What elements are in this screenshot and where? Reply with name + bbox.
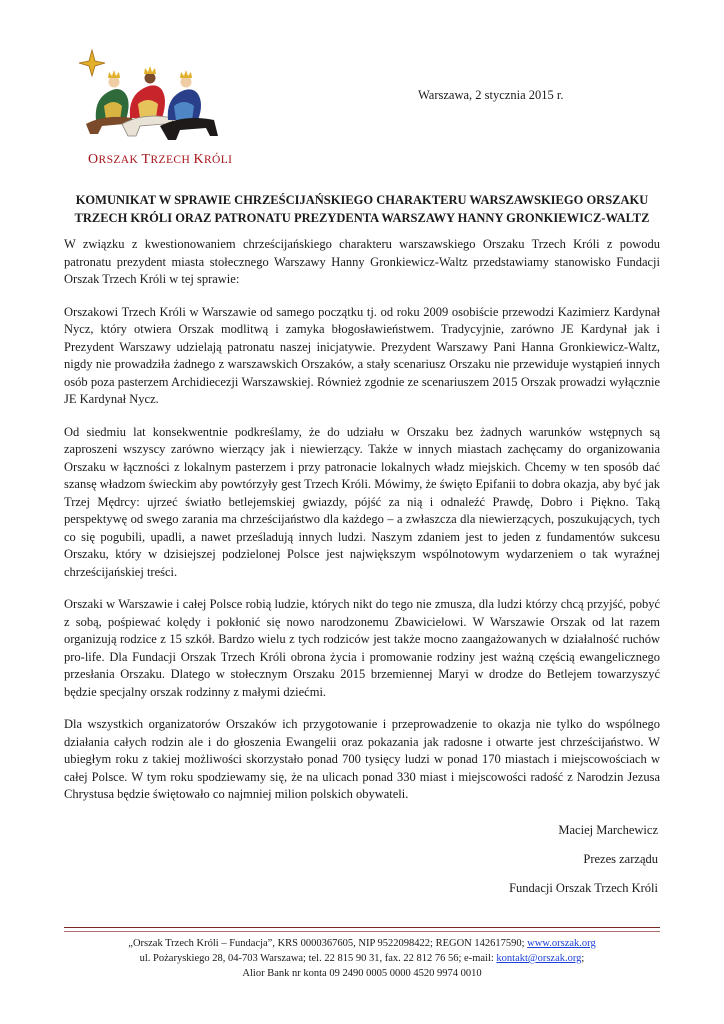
body-paragraph: W związku z kwestionowaniem chrześcijańskiego charakteru warszawskiego Orszaku Trzech Króli z powodu patronatu prezydent miasta stołecznego Warszawy Hanny Gronkiewicz-Waltz przedstawiamy stanowisko Fundacji Orszak Trzech Króli w tej sprawie:: [64, 237, 660, 286]
footer-divider: [64, 927, 660, 928]
footer-line-address: ul. Pożaryskiego 28, 04-703 Warszawa; tel. 22 815 90 31, fax. 22 812 76 56; e-mail: kontakt@orszak.org;: [139, 953, 585, 964]
signature-name: Maciej Marchewicz: [558, 823, 658, 837]
body-paragraph: Orszaki w Warszawie i całej Polsce robią ludzie, których nikt do tego nie zmusza, dla ludzi którzy chcą przyjść, pobyć z sobą, pośpiewać kolędy i pokłonić się nowo narodzonemu Zbawicielowi. W Warszawie Orszak od lat razem organizują rodzice z 15 szkół. Bardzo wielu z tych rodziców jest także mocno zaangażowanych w działalność ruchów pro-life. Dla Fundacji Orszak Trzech Króli obrona życia i promowanie rodziny jest ważną częścią ewangelicznego przesłania Orszaku. Dlatego w stołecznym Orszaku 2015 brzemiennej Maryi w drodze do Betlejem towarzyszyć będzie specjalny orszak rodzinny z małymi dziećmi.: [64, 597, 660, 699]
signature-org: Fundacji Orszak Trzech Króli: [509, 881, 658, 895]
three-kings-icon: [74, 48, 230, 152]
footer-line-registration: „Orszak Trzech Króli – Fundacja”, KRS 0000367605, NIP 9522098422; REGON 142617590; www.orszak.org: [128, 938, 596, 949]
logo: [74, 48, 233, 174]
signature-block: [509, 822, 658, 909]
email-link[interactable]: kontakt@orszak.org: [496, 953, 582, 964]
body-paragraph: Dla wszystkich organizatorów Orszaków ich przygotowanie i przeprowadzenie to okazja nie tylko do wspólnego działania całych rodzin ale i do głoszenia Ewangelii oraz pokazania jak radosne i otwarte jest chrześcijaństwo. W ubiegłym roku z takiej możliwości skorzystało ponad 700 tysięcy ludzi w ponad 170 miastach i miejscowościach w całej Polsce. W tym roku spodziewamy się, że na ulicach ponad 330 miast i miejscowości radość z Narodzin Jezusa Chrystusa będzie świętowało co najmniej milion polskich obywateli.: [64, 717, 660, 801]
body-paragraph: Od siedmiu lat konsekwentnie podkreślamy, że do udziału w Orszaku bez żadnych warunków wstępnych są zaproszeni wszyscy zarówno wierzący jak i niewierzący. Także w innych miastach zachęcamy do organizowania Orszaku w łączności z lokalnym pasterzem i przy patronacie lokalnych władz miejskich. Chcemy w ten sposób dać szansę władzom świeckim aby powtórzyły gest Trzech Króli. Mówimy, że święto Epifanii to dobra okazja, aby być jak Trzej Mędrcy: ujrzeć światło betlejemskiej gwiazdy, pójść za nią i odnaleźć Prawdę, Dobro i Piękno. Taką perspektywę od swego zarania ma chrześcijaństwo dla każdego – a zwłaszcza dla niewierzących, poszukujących, tych co się pogubili, upadli, a nawet prześladują innych ludzi. Naszym zdaniem jest to jeden z fundamentów sukcesu Orszaku, który w dzisiejszej podzielonej Polsce jest największym wspólnotowym wydarzeniem o tak wyraźnej chrześcijańskiej treści.: [64, 424, 660, 579]
signature-role: Prezes zarządu: [583, 852, 658, 866]
logo-caption: ORSZAK TRZECH KRÓLI: [88, 152, 233, 167]
document-title: [60, 191, 664, 227]
king-rider-icon: [160, 70, 218, 140]
title-line: TRZECH KRÓLI ORAZ PATRONATU PREZYDENTA WARSZAWY HANNY GRONKIEWICZ-WALTZ: [74, 211, 650, 225]
body-paragraph: Orszakowi Trzech Króli w Warszawie od samego początku tj. od roku 2009 osobiście przewodzi Kazimierz Kardynał Nycz, który otwiera Orszak modlitwą i zamyka błogosławieństwem. Tradycyjnie, zarówno JE Kardynał jak i Prezydent Warszawy udzielają patronatu naszej inicjatywie. Prezydent Warszawy Pani Hanna Gronkiewicz-Waltz, nigdy nie prowadziła żadnego z warszawskich Orszaków, a stały scenariusz Orszaku nie przewiduje wystąpień innych osób poza pasterzem Archidiecezji Warszawskiej. Również zgodnie ze scenariuszem 2015 Orszak prowadzi wyłącznie JE Kardynał Nycz.: [64, 304, 660, 406]
letter-date: Warszawa, 2 stycznia 2015 r.: [418, 88, 564, 102]
title-line: KOMUNIKAT W SPRAWIE CHRZEŚCIJAŃSKIEGO CHARAKTERU WARSZAWSKIEGO ORSZAKU: [75, 193, 649, 207]
footer-divider-thin: [64, 931, 660, 932]
footer-line-bank: Alior Bank nr konta 09 2490 0005 0000 4520 9974 0010: [242, 968, 482, 979]
footer: [64, 936, 660, 981]
letter-body: [64, 236, 660, 819]
website-link[interactable]: www.orszak.org: [527, 938, 596, 949]
star-icon: [79, 50, 105, 76]
